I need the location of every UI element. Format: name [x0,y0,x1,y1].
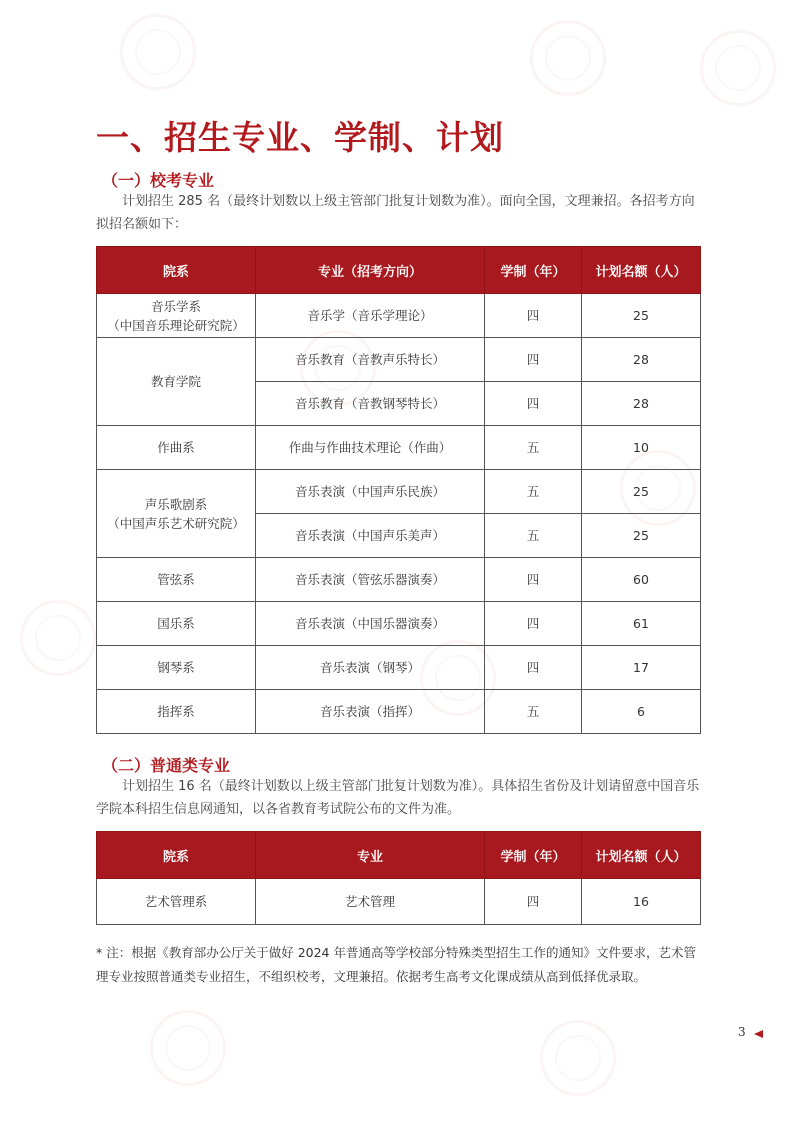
quota-cell: 17 [582,646,701,690]
header-department: 院系 [97,832,256,879]
table-row [97,558,701,602]
school-exam-majors-table [96,246,701,734]
header-department: 院系 [97,247,256,294]
department-cell: 音乐学系 （中国音乐理论研究院） [97,294,256,338]
quota-cell: 25 [582,514,701,558]
watermark-seal [120,14,196,90]
section-intro-school-exam: 计划招生 285 名（最终计划数以上级主管部门批复计划数为准）。面向全国，文理兼招。各招考方向拟招名额如下： [96,194,695,232]
watermark-seal [150,1010,226,1086]
quota-cell: 61 [582,602,701,646]
major-cell: 音乐表演（中国声乐民族） [256,470,485,514]
major-cell: 作曲与作曲技术理论（作曲） [256,426,485,470]
table-row [97,690,701,734]
years-cell: 五 [485,690,582,734]
years-cell: 五 [485,514,582,558]
quota-cell: 16 [582,879,701,925]
header-major: 专业（招考方向） [256,247,485,294]
years-cell: 四 [485,338,582,382]
department-cell: 作曲系 [97,426,256,470]
quota-cell: 28 [582,382,701,426]
department-cell: 教育学院 [97,338,256,426]
quota-cell: 10 [582,426,701,470]
table-row [97,602,701,646]
header-years: 学制（年） [485,247,582,294]
major-cell: 音乐教育（音教声乐特长） [256,338,485,382]
quota-cell: 28 [582,338,701,382]
major-cell: 音乐表演（中国乐器演奏） [256,602,485,646]
section-heading-general: （二）普通类专业 [102,756,231,775]
table-row [97,879,701,925]
table-row [97,294,701,338]
watermark-seal [700,30,776,106]
page-title: 一、招生专业、学制、计划 [96,118,504,157]
table-row [97,646,701,690]
department-cell: 声乐歌剧系 （中国声乐艺术研究院） [97,470,256,558]
quota-cell: 6 [582,690,701,734]
quota-cell: 25 [582,294,701,338]
quota-cell: 25 [582,470,701,514]
department-cell: 指挥系 [97,690,256,734]
watermark-seal [530,20,606,96]
section-intro-general: 计划招生 16 名（最终计划数以上级主管部门批复计划数为准）。具体招生省份及计划请留意中国音乐学院本科招生信息网通知，以各省教育考试院公布的文件为准。 [96,779,700,817]
table-header-row [97,832,701,879]
department-cell: 管弦系 [97,558,256,602]
header-quota: 计划名额（人） [582,832,701,879]
years-cell: 四 [485,646,582,690]
years-cell: 四 [485,558,582,602]
footnote: * 注：根据《教育部办公厅关于做好 2024 年普通高等学校部分特殊类型招生工作的通知》文件要求，艺术管理专业按照普通类专业招生，不组织校考，文理兼招。依据考生高考文化课成绩从高到低择优录取。 [96,945,696,984]
major-cell: 音乐表演（管弦乐器演奏） [256,558,485,602]
general-majors-table [96,831,701,925]
major-cell: 音乐表演（中国声乐美声） [256,514,485,558]
department-cell: 艺术管理系 [97,879,256,925]
quota-cell: 60 [582,558,701,602]
major-cell: 音乐教育（音教钢琴特长） [256,382,485,426]
header-years: 学制（年） [485,832,582,879]
table-row [97,470,701,514]
header-quota: 计划名额（人） [582,247,701,294]
years-cell: 五 [485,470,582,514]
major-cell: 艺术管理 [256,879,485,925]
page-number: 3 [738,1025,746,1039]
years-cell: 四 [485,382,582,426]
watermark-seal [20,600,96,676]
major-cell: 音乐表演（指挥） [256,690,485,734]
department-cell: 钢琴系 [97,646,256,690]
department-cell: 国乐系 [97,602,256,646]
major-cell: 音乐学（音乐学理论） [256,294,485,338]
header-major: 专业 [256,832,485,879]
years-cell: 四 [485,602,582,646]
years-cell: 五 [485,426,582,470]
years-cell: 四 [485,294,582,338]
section-heading-school-exam: （一）校考专业 [102,171,215,190]
table-header-row [97,247,701,294]
watermark-seal [540,1020,616,1096]
years-cell: 四 [485,879,582,925]
page-arrow-icon [754,1030,763,1038]
table-row [97,338,701,382]
major-cell: 音乐表演（钢琴） [256,646,485,690]
table-row [97,426,701,470]
